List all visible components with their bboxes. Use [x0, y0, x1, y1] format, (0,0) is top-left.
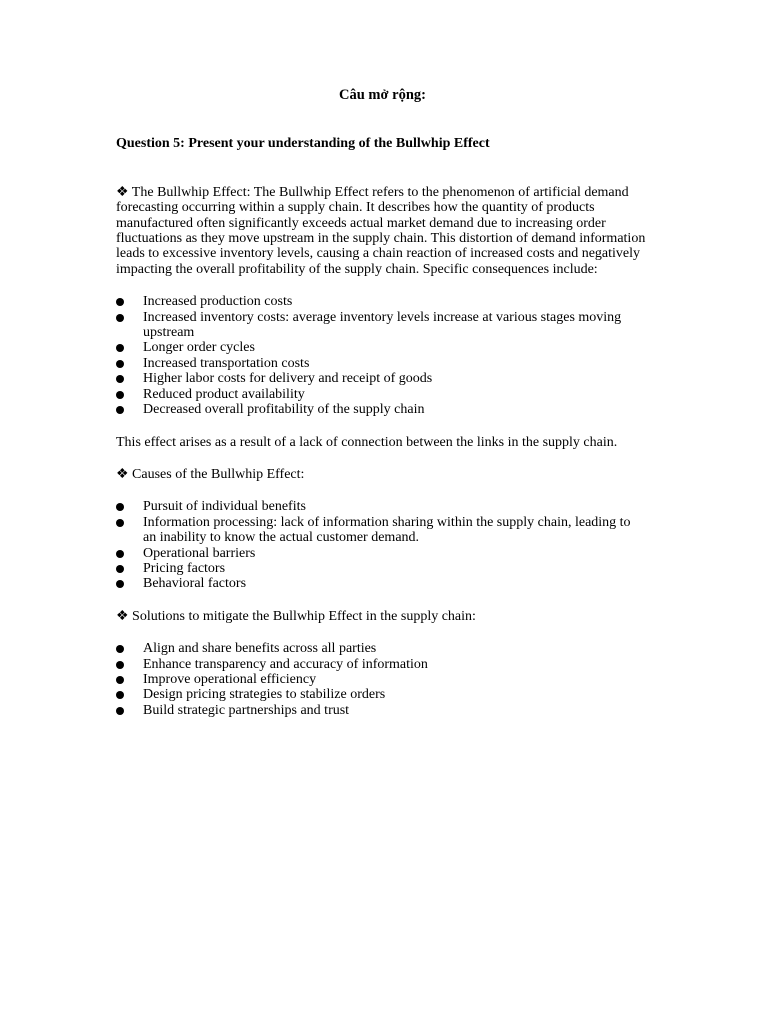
list-item: Pursuit of individual benefits [116, 499, 646, 514]
bullet-icon [116, 391, 124, 399]
bullet-icon [116, 645, 124, 653]
bullet-icon [116, 344, 124, 352]
list-item: Improve operational efficiency [116, 672, 646, 687]
list-item: Pricing factors [116, 561, 646, 576]
list-item: Operational barriers [116, 546, 646, 561]
list-item: Longer order cycles [116, 340, 646, 355]
list-item: Increased production costs [116, 294, 646, 309]
bullet-icon [116, 519, 124, 527]
bullet-icon [116, 580, 124, 588]
list-item: Increased transportation costs [116, 356, 646, 371]
solutions-list [116, 641, 646, 718]
bullet-icon [116, 707, 124, 715]
bullet-icon [116, 360, 124, 368]
list-item: Increased inventory costs: average inventory levels increase at various stages moving upstream [116, 310, 646, 341]
causes-heading: ❖ Causes of the Bullwhip Effect: [116, 466, 305, 482]
document-body [116, 88, 646, 735]
causes-list [116, 499, 646, 591]
bullet-icon [116, 503, 124, 511]
bullet-icon [116, 298, 124, 306]
bullet-icon [116, 676, 124, 684]
list-item: Decreased overall profitability of the supply chain [116, 402, 646, 417]
bullet-icon [116, 550, 124, 558]
list-item: Behavioral factors [116, 576, 646, 591]
list-item: Information processing: lack of information sharing within the supply chain, leading to an inability to know the actual customer demand. [116, 515, 646, 546]
bullet-icon [116, 314, 124, 322]
list-item: Design pricing strategies to stabilize orders [116, 687, 646, 702]
list-item: Build strategic partnerships and trust [116, 703, 646, 718]
consequences-list [116, 294, 646, 417]
bullet-icon [116, 565, 124, 573]
bullet-icon [116, 406, 124, 414]
bullet-icon [116, 375, 124, 383]
list-item: Reduced product availability [116, 387, 646, 402]
bullet-icon [116, 691, 124, 699]
list-item: Higher labor costs for delivery and receipt of goods [116, 371, 646, 386]
bullwhip-definition: ❖ The Bullwhip Effect: The Bullwhip Effect refers to the phenomenon of artificial demand forecasting occurring within a supply chain. It describes how the quantity of products manufactured often significantly exceeds actual market demand due to increasing order fluctuations as they move upstream in the supply chain. This distortion of demand information leads to excessive inventory levels, causing a chain reaction of increased costs and negatively impacting the overall profitability of the supply chain. Specific consequences include: [116, 184, 646, 277]
solutions-heading: ❖ Solutions to mitigate the Bullwhip Effect in the supply chain: [116, 608, 476, 624]
page-title: Câu mở rộng: [339, 87, 426, 103]
effect-conclusion: This effect arises as a result of a lack of connection between the links in the supply chain. [116, 434, 618, 450]
bullet-icon [116, 661, 124, 669]
list-item: Align and share benefits across all parties [116, 641, 646, 656]
question-heading: Question 5: Present your understanding of the Bullwhip Effect [116, 136, 490, 152]
list-item: Enhance transparency and accuracy of information [116, 657, 646, 672]
